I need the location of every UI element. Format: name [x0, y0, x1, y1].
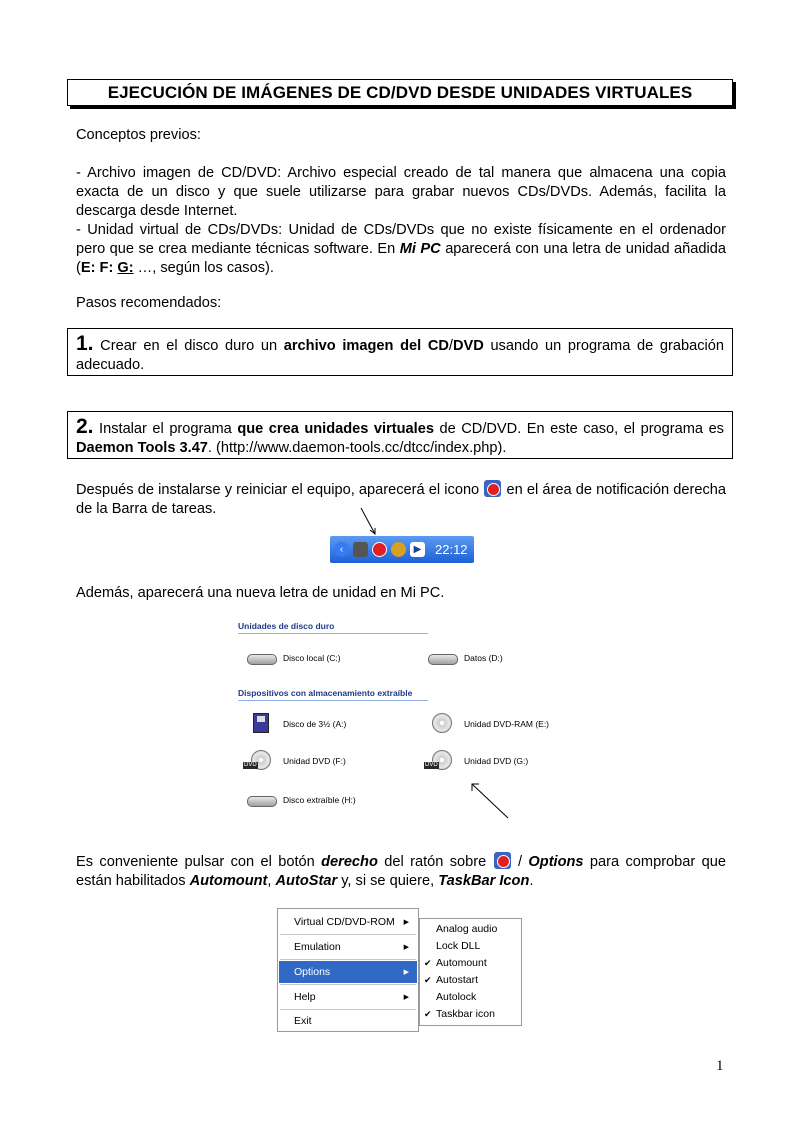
- chevron-right-icon: ▶: [403, 943, 409, 951]
- step-1-text-a: Crear en el disco duro un: [93, 338, 284, 354]
- play-icon[interactable]: ▶: [410, 542, 425, 557]
- submenu-item-autolock[interactable]: Autolock: [436, 991, 477, 1003]
- mi-pc-text: Mi PC: [399, 241, 441, 257]
- chevron-left-icon[interactable]: ‹: [334, 542, 349, 557]
- conceptos-heading: Conceptos previos:: [76, 127, 201, 143]
- hard-disk-icon: [243, 647, 279, 669]
- document-title-box: [67, 79, 733, 106]
- checkmark-icon: ✔: [424, 975, 432, 985]
- concepto-archivo-imagen: [76, 164, 726, 221]
- submenu-item-taskbar-icon[interactable]: ✔ Taskbar icon: [421, 1006, 521, 1023]
- submenu-item-autostart[interactable]: ✔ Autostart: [421, 972, 521, 989]
- page-number: 1: [716, 1058, 724, 1074]
- submenu-item-analog-audio[interactable]: Analog audio: [436, 923, 498, 935]
- submenu-item-lock-dll[interactable]: Lock DLL: [436, 940, 481, 952]
- concepto-archivo-text: - Archivo imagen de CD/DVD: Archivo especial creado de tal manera que almacena una copia exacta de un disco y que suele utilizarse para grabar nuevos CDs/DVDs. Además, facilita la descarga desde Internet.: [76, 165, 726, 219]
- drive-a-label: Disco de 3½ (A:): [283, 719, 347, 729]
- conveniente-text-b: del ratón sobre: [377, 854, 493, 870]
- autostar-text: AutoStar: [275, 873, 338, 889]
- menu-item-exit[interactable]: Exit: [294, 1014, 312, 1027]
- conveniente-text-c: /: [511, 854, 529, 870]
- drive-h[interactable]: [243, 789, 356, 811]
- taskbar-clock: 22:12: [435, 542, 468, 557]
- after-install-paragraph: [76, 480, 726, 519]
- conveniente-paragraph: [76, 852, 726, 891]
- pointer-arrow-icon: [358, 506, 380, 538]
- concepto-unidad-text-b: aparecerá con una letra de unidad añadida (: [76, 241, 726, 276]
- derecho-text: derecho: [321, 854, 378, 870]
- drive-e-label: Unidad DVD-RAM (E:): [464, 719, 550, 729]
- menu-item-help[interactable]: Help ▶: [279, 986, 417, 1008]
- options-text: Options: [528, 854, 584, 870]
- submenu-item-automount[interactable]: ✔ Automount: [421, 955, 521, 972]
- drive-g-label: Unidad DVD (G:): [464, 756, 529, 766]
- conveniente-text-a: Es conveniente pulsar con el botón: [76, 854, 322, 870]
- drive-g[interactable]: [424, 750, 528, 772]
- conveniente-text-f: y, si se quiere,: [337, 873, 439, 889]
- removable-section-header: Dispositivos con almacenamiento extraíble: [238, 688, 428, 701]
- drive-d-label: Datos (D:): [464, 653, 503, 663]
- floppy-disk-icon: [243, 713, 279, 735]
- menu-item-virtual-cd[interactable]: Virtual CD/DVD-ROM ▶: [279, 911, 417, 933]
- drive-c-label: Disco local (C:): [283, 653, 341, 663]
- menu-separator: [280, 934, 416, 935]
- drive-a[interactable]: [243, 713, 346, 735]
- step-2-program-name: Daemon Tools 3.47: [76, 440, 208, 456]
- step-2-box: [67, 411, 733, 459]
- step-2-number: 2.: [76, 415, 94, 438]
- drive-f-label: Unidad DVD (F:): [283, 756, 346, 766]
- taskbar-notification-area: [330, 536, 474, 563]
- daemon-tools-icon: [494, 852, 511, 869]
- step-2-bold: que crea unidades virtuales: [237, 421, 434, 437]
- globe-icon[interactable]: [391, 542, 406, 557]
- pointer-arrow-icon: [468, 780, 512, 822]
- step-2-url: . (http://www.daemon-tools.cc/dtcc/index.php).: [207, 440, 507, 456]
- after-install-text-b: en el área de notificación derecha de la Barra de tareas.: [76, 482, 726, 517]
- dvd-drive-icon: DVD: [243, 750, 279, 772]
- options-submenu: [419, 918, 522, 1026]
- step-1-text-b: usando un programa de grabación adecuado.: [76, 338, 724, 373]
- drive-h-label: Disco extraíble (H:): [283, 795, 356, 805]
- checkmark-icon: ✔: [424, 1009, 432, 1019]
- pasos-heading: Pasos recomendados:: [76, 295, 222, 311]
- chevron-right-icon: ▶: [403, 918, 409, 926]
- concepto-unidad-virtual: [76, 221, 726, 278]
- drive-e[interactable]: [424, 713, 549, 735]
- automount-text: Automount: [189, 873, 268, 889]
- document-title: EJECUCIÓN DE IMÁGENES DE CD/DVD DESDE UNIDADES VIRTUALES: [107, 83, 693, 102]
- menu-item-options[interactable]: Options ▶: [279, 961, 417, 983]
- drive-letter-g: G:: [117, 260, 134, 276]
- step-2-text-a: Instalar el programa: [93, 421, 238, 437]
- conveniente-text-e: ,: [267, 873, 276, 889]
- conveniente-text-g: .: [529, 873, 534, 889]
- step-1-slash: /: [448, 338, 453, 354]
- step-1-bold: archivo imagen del CD: [283, 338, 449, 354]
- menu-item-emulation[interactable]: Emulation ▶: [279, 936, 417, 958]
- drive-f[interactable]: [243, 750, 346, 772]
- checkmark-icon: ✔: [424, 958, 432, 968]
- drive-d[interactable]: [424, 647, 503, 669]
- step-1-box: [67, 328, 733, 376]
- daemon-context-menu: [277, 908, 419, 1032]
- conveniente-text-d: para comprobar que están habilitados: [76, 854, 726, 889]
- hard-disk-icon: [424, 647, 460, 669]
- taskbar-icon-text: TaskBar Icon: [438, 873, 530, 889]
- dvd-drive-icon: DVD: [424, 750, 460, 772]
- cd-drive-icon: [424, 713, 460, 735]
- concepto-unidad-text-a: - Unidad virtual de CDs/DVDs: Unidad de CDs/DVDs que no existe físicamente en el ordenador pero que se crea mediante técnicas software. En: [76, 222, 726, 257]
- step-1-number: 1.: [76, 332, 94, 355]
- step-1-bold-dvd: DVD: [452, 338, 484, 354]
- menu-separator: [280, 959, 416, 960]
- after-install-text-a: Después de instalarse y reiniciar el equipo, aparecerá el icono: [76, 482, 484, 498]
- drive-letters: E: F:: [80, 260, 118, 276]
- drive-c[interactable]: [243, 647, 341, 669]
- hdd-section-header: Unidades de disco duro: [238, 621, 428, 634]
- chevron-right-icon: ▶: [403, 968, 409, 976]
- menu-separator: [280, 984, 416, 985]
- camera-icon[interactable]: [353, 542, 368, 557]
- step-2-text-b: de CD/DVD. En este caso, el programa es: [433, 421, 724, 437]
- nueva-letra-text: Además, aparecerá una nueva letra de unidad en Mi PC.: [76, 585, 445, 601]
- concepto-unidad-text-c: …, según los casos).: [133, 260, 274, 276]
- removable-disk-icon: [243, 789, 279, 811]
- daemon-tools-icon: [484, 480, 501, 497]
- chevron-right-icon: ▶: [403, 993, 409, 1001]
- daemon-tools-tray-icon[interactable]: [372, 542, 387, 557]
